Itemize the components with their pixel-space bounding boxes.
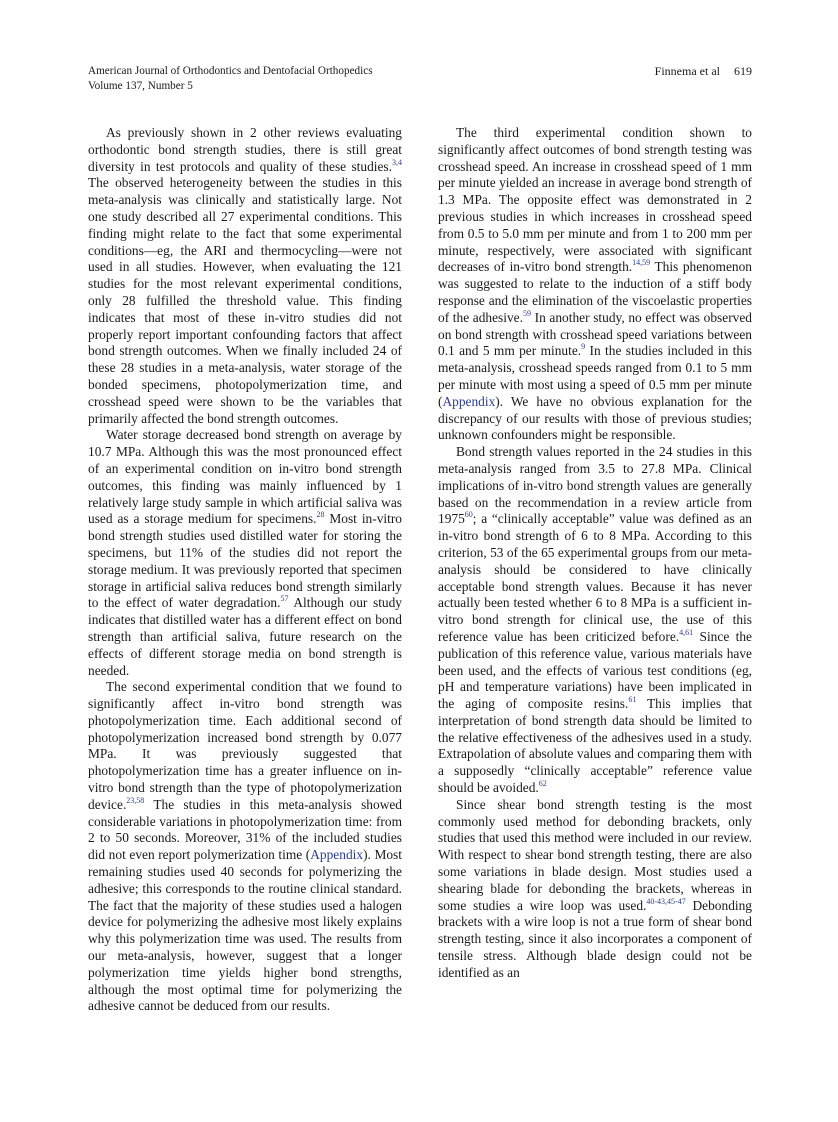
journal-volume: Volume 137, Number 5 [88, 80, 193, 92]
body-text: Since shear bond strength testing is the most commonly used method for debonding brackets, only studies that used this method were included in our review. With respect to shear bond strength testing, there are also some variations in blade design. Most studies used a shearing blade for debonding the brackets, whereas in some studies a wire loop was used. [438, 796, 752, 913]
citation-reference[interactable]: 28 [316, 510, 325, 520]
body-text: This phenomenon was suggested to relate to the induction of a stiff body response and the elimination of the viscoelastic properties of the adhesive. [438, 259, 752, 325]
body-text: ). Most remaining studies used 40 seconds for polymerizing the adhesive; this corresponds to the routine clinical standard. The fact that the majority of these studies used a halogen device for polymerizing the adhesive most likely explains why this polymerization time was used. The results from our meta-analysis, however, suggest that a longer polymerization time yields higher bond strengths, although the most optimal time for polymerizing the adhesive cannot be deduced from our results. [88, 847, 402, 1014]
citation-reference[interactable]: 60 [464, 510, 473, 520]
citation-reference[interactable]: 23,58 [126, 795, 145, 805]
journal-title: American Journal of Orthodontics and Dentofacial Orthopedics [88, 65, 373, 77]
appendix-link[interactable]: Appendix [442, 393, 496, 409]
body-text: As previously shown in 2 other reviews evaluating orthodontic bond strength studies, there is still great diversity in test protocols and quality of these studies. [88, 125, 402, 174]
citation-reference[interactable]: 62 [538, 779, 547, 789]
citation-reference[interactable]: 9 [581, 342, 586, 352]
body-text: Water storage decreased bond strength on average by 10.7 MPa. Although this was the most pronounced effect of an experimental condition on in-vitro bond strength outcomes, this finding was mainly influenced by 1 relatively large study sample in which artificial saliva was used as a storage medium for specimens. [88, 427, 402, 527]
body-text: The third experimental condition shown to significantly affect outcomes of bond strength testing was crosshead speed. An increase in crosshead speed of 1 mm per minute yielded an increase in average bond strength of 1.3 MPa. The opposite effect was demonstrated in 2 previous studies in which increases in crosshead speed from 0.5 to 5.0 mm per minute and from 1 to 200 mm per minute, respectively, were associated with significant decreases of in-vitro bond strength. [438, 125, 752, 275]
citation-reference[interactable]: 3,4 [392, 157, 402, 167]
page-number: 619 [734, 64, 752, 78]
paragraph [438, 125, 752, 444]
body-text: Most in-vitro bond strength studies used distilled water for storing the specimens, but 11% of the studies did not report the storage medium. It was previously reported that specimen storage in artificial saliva reduces bond strength similarly to the effect of water degradation. [88, 511, 402, 611]
body-text: The second experimental condition that we found to significantly affect in-vitro bond strength was photopolymerization time. Each additional second of photopolymerization increased bond strength by 0.077 MPa. It was previously suggested that photopolymerization time has a greater influence on in-vitro bond strength than the type of photopolymerization device. [88, 679, 402, 812]
body-text: Although our study indicates that distilled water has a different effect on bond strength than artificial saliva, future research on the effects of different storage media on bond strength is needed. [88, 595, 402, 678]
paragraph [88, 125, 402, 427]
citation-reference[interactable]: 61 [628, 695, 637, 705]
citation-reference[interactable]: 4,61 [679, 627, 694, 637]
body-text: Debonding brackets with a wire loop is not a true form of shear bond strength testing, since it also incorporates a component of tensile stress. Although blade design could not be identified as an [438, 897, 753, 980]
citation-reference[interactable]: 59 [522, 308, 531, 318]
body-text: ). We have no obvious explanation for the discrepancy of our results with those of previous studies; unknown confounders might be responsible. [438, 393, 752, 443]
authors: Finnema et al [654, 64, 720, 78]
body-text: This implies that interpretation of bond strength data should be limited to the relative effectiveness of the adhesives used in a study. Extrapolation of absolute values and comparing them with a supposedly “clinically acceptable” reference value should be avoided. [438, 696, 752, 796]
right-column [438, 125, 752, 982]
citation-reference[interactable]: 14,59 [632, 258, 651, 268]
left-column [88, 125, 402, 1015]
paragraph [88, 427, 402, 679]
appendix-link[interactable]: Appendix [310, 847, 364, 863]
header-right [655, 64, 752, 79]
body-text: In the studies included in this meta-analysis, crosshead speeds ranged from 0.1 to 5 mm per minute with most using a speed of 0.5 mm per minute ( [438, 343, 752, 409]
paragraph [438, 797, 752, 982]
body-text: The studies in this meta-analysis showed considerable variations in photopolymerization time: from 2 to 50 seconds. Moreover, 31% of the included studies did not even report polymerization time ( [88, 796, 402, 863]
body-text: ; a “clinically acceptable” value was defined as an in-vitro bond strength of 6 to 8 MPa. According to this criterion, 53 of the 65 experimental groups from our meta-analysis should be considered to have clinically acceptable bond strength values. Because it has never actually been tested whether 6 to 8 MPa is a sufficient in-vitro bond strength for clinical use, the use of this reference value has been criticized before. [438, 511, 752, 644]
paragraph [438, 444, 752, 797]
paragraph [88, 679, 402, 1015]
body-text: The observed heterogeneity between the studies in this meta-analysis was clinically and statistically large. Not one study described all 27 experimental conditions. This finding might relate to the fact that some experimental conditions—eg, the ARI and thermocycling—were not used in all studies. However, when evaluating the 121 studies for the most relevant experimental conditions, only 28 fulfilled the threshold value. This finding indicates that most of these in-vitro studies did not properly report important confounding factors that affect bond strength outcomes. When we finally included 24 of these 28 studies in a meta-analysis, water storage of the bonded specimens, photopolymerization time, and crosshead speed were shown to be the variables that primarily affected the bond strength outcomes. [88, 175, 402, 426]
body-text: Bond strength values reported in the 24 studies in this meta-analysis ranged from 3.5 to 27.8 MPa. Clinical implications of in-vitro bond strength values are generally based on the recommendation in a review article from 1975 [438, 444, 752, 527]
running-header [88, 64, 752, 94]
citation-reference[interactable]: 40-43,45-47 [646, 896, 686, 906]
body-text: Since the publication of this reference value, various materials have been used, and the effects of various test conditions (eg, pH and temperature variations) have been implicated in the aging of composite resins. [438, 628, 752, 712]
body-text: In another study, no effect was observed on bond strength with crosshead speed variations between 0.1 and 5 mm per minute. [438, 309, 752, 359]
citation-reference[interactable]: 57 [280, 594, 289, 604]
